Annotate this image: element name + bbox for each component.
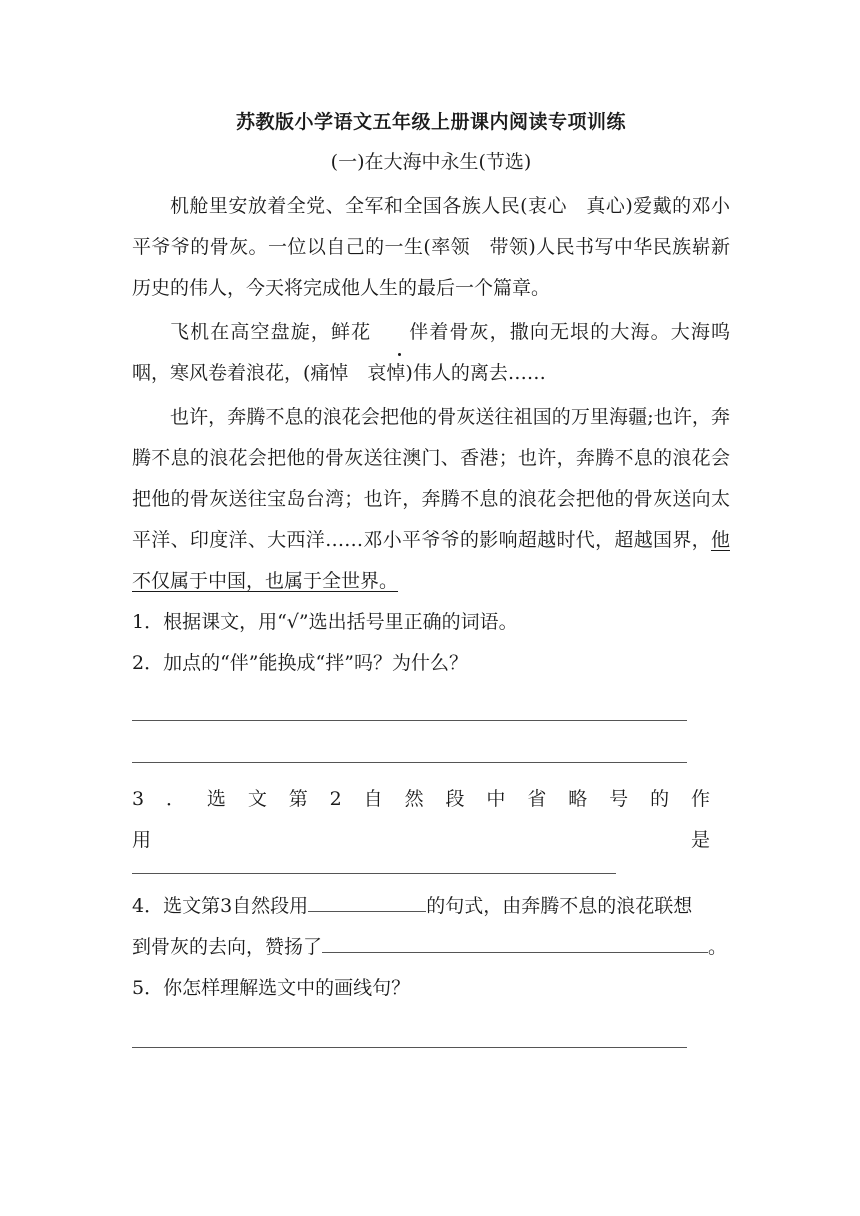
blank-q4-praise[interactable] [322,934,708,953]
question-3-text: 3．选文第2自然段中省略号的作用是 [132,788,730,851]
question-5: 5．你怎样理解选文中的画线句？ [132,977,411,999]
passage-paragraph-3 [132,397,730,602]
passage-subtitle: (一)在大海中永生(节选) [330,151,532,173]
worksheet-page [132,108,730,1048]
paragraph-1-text: 机舱里安放着全党、全军和全国各族人民(衷心 真心)爱戴的邓小平爷爷的骨灰。一位以自己的一生(率领 带领)人民书写中华民族崭新历史的伟人，今天将完成他人生的最后一个篇章。 [132,195,730,299]
paragraph-2-text-end: 着骨灰，撒向无垠的大海。大海呜咽，寒风卷着浪花，(痛悼 哀悼)伟人的离去…… [132,321,730,384]
passage-paragraph-2 [132,312,730,394]
question-4-text-middle: 的句式，由奔腾不息的浪花联想 [426,895,693,917]
question-1: 1．根据课文，用“√”选出括号里正确的词语。 [132,611,518,633]
question-4-text-start: 4．选文第3自然段用 [132,895,309,917]
question-4-line-1 [132,886,730,927]
paragraph-2-text-start: 飞机在高空盘旋，鲜花 [170,321,372,343]
question-3 [132,779,730,861]
dotted-character: 伴 [371,312,428,353]
passage-paragraph-1 [132,186,730,309]
answer-line-q5[interactable] [132,1047,687,1048]
question-4-text-continued: 到骨灰的去向，赞扬了 [132,936,323,958]
question-2: 2．加点的“伴”能换成“拌”吗？为什么？ [132,652,468,674]
document-title: 苏教版小学语文五年级上册课内阅读专项训练 [235,111,626,133]
underlined-sentence: 他不仅属于中国，也属于全世界。 [132,529,730,592]
question-4-text-end: 。 [708,936,728,958]
question-4-line-2 [132,927,730,968]
paragraph-3-text: 也许，奔腾不息的浪花会把他的骨灰送往祖国的万里海疆;也许，奔腾不息的浪花会把他的骨灰送往澳门、香港；也许，奔腾不息的浪花会把他的骨灰送往宝岛台湾；也许，奔腾不息的浪花会把他的骨灰送向太平洋、印度洋、大西洋……邓小平爷爷的影响超越时代，超越国界， [132,406,730,551]
blank-q4-pattern[interactable] [308,893,426,912]
